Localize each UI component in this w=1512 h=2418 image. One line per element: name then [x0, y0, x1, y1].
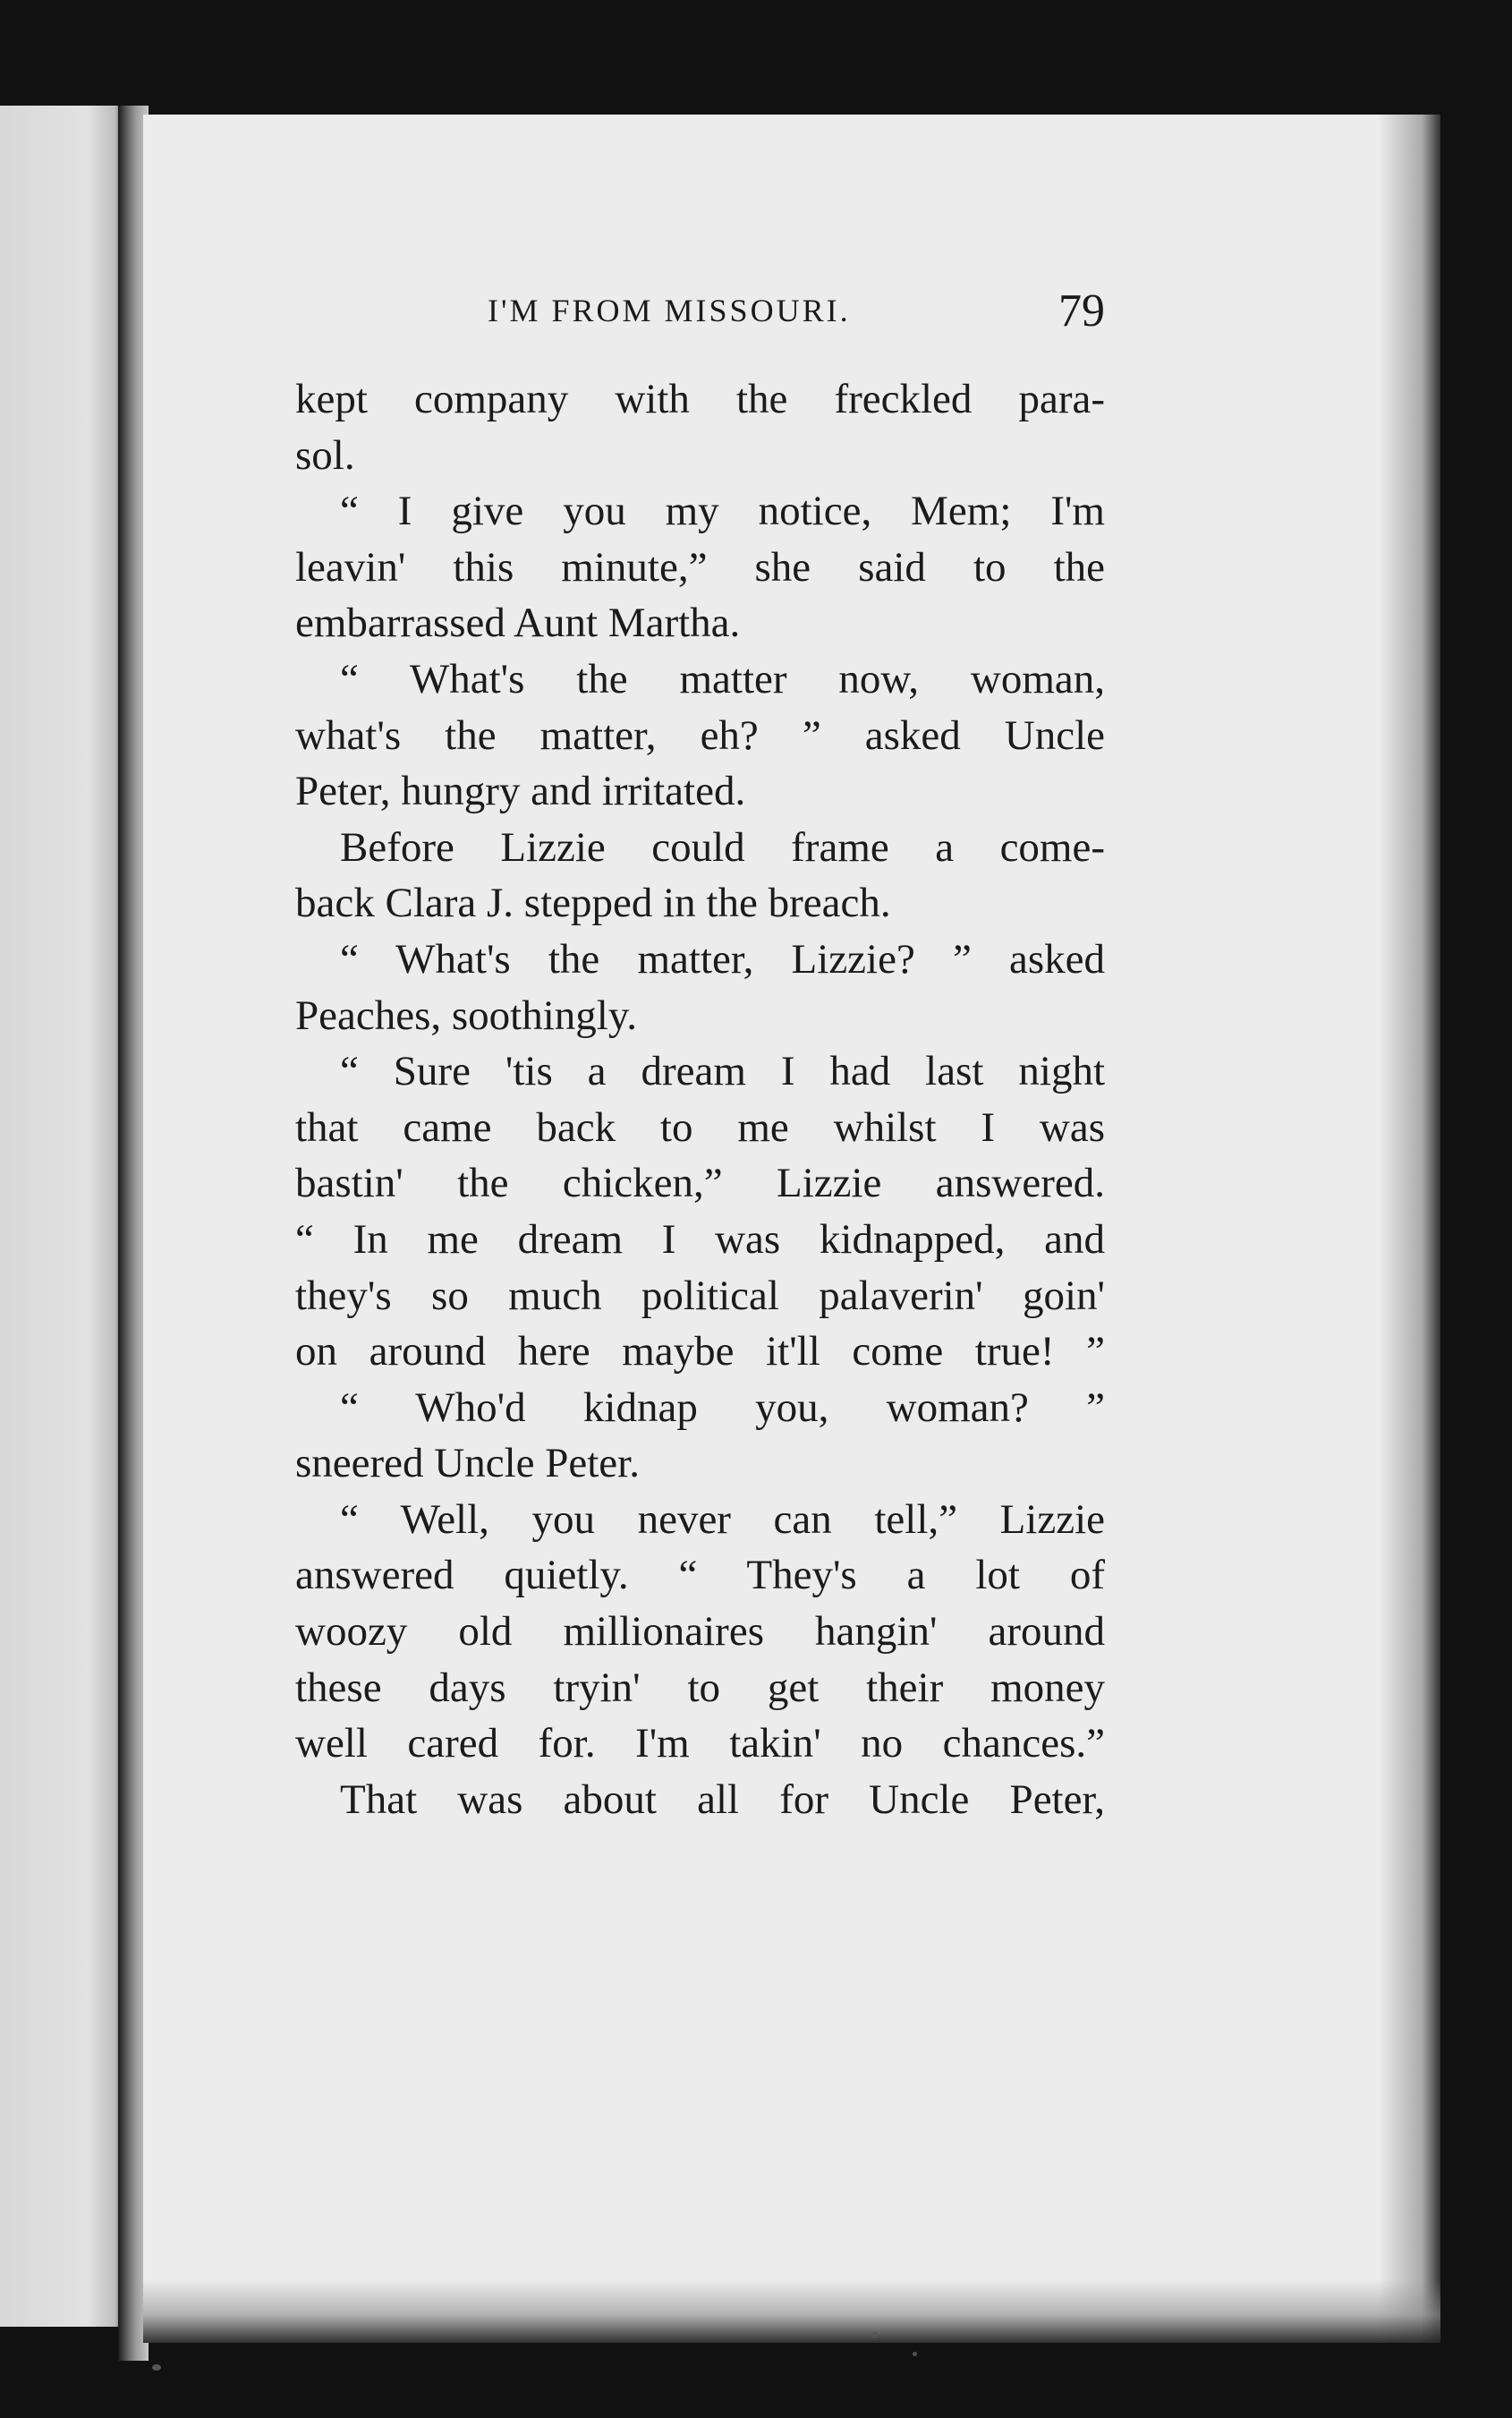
text-line: woozy old millionaires hangin' around: [295, 1608, 1105, 1656]
text-line: That was about all for Uncle Peter,: [340, 1775, 1105, 1823]
running-head: [349, 285, 1132, 338]
text-line: they's so much political palaverin' goin': [295, 1272, 1105, 1319]
text-line: Peaches, soothingly.: [295, 992, 638, 1039]
text-line: sol.: [295, 431, 355, 479]
text-line: “ I give you my notice, Mem; I'm: [340, 488, 1105, 535]
text-line: on around here maybe it'll come true! ”: [295, 1328, 1105, 1375]
text-line: back Clara J. stepped in the breach.: [295, 880, 891, 927]
text-line: “ In me dream I was kidnapped, and: [295, 1215, 1105, 1263]
text-line: Before Lizzie could frame a come-: [340, 823, 1105, 871]
text-line: these days tryin' to get their money: [295, 1664, 1105, 1711]
page-bottom-shadow: [143, 2280, 1440, 2343]
scan-speck: [913, 2352, 917, 2356]
page-number: 79: [1058, 285, 1105, 336]
scan-speck: [872, 2332, 878, 2337]
body-text: [295, 371, 1105, 1827]
text-line: well cared for. I'm takin' no chances.”: [295, 1720, 1105, 1767]
text-line: that came back to me whilst I was: [295, 1103, 1105, 1151]
text-line: embarrassed Aunt Martha.: [295, 600, 741, 647]
text-line: Peter, hungry and irritated.: [295, 768, 746, 815]
page-edge-shadow: [1378, 115, 1440, 2343]
text-line: answered quietly. “ They's a lot of: [295, 1552, 1105, 1599]
text-line: “ Well, you never can tell,” Lizzie: [340, 1495, 1105, 1543]
text-line: sneered Uncle Peter.: [295, 1440, 640, 1487]
facing-page-edge: [0, 106, 125, 2327]
text-line: “ What's the matter, Lizzie? ” asked: [340, 935, 1105, 983]
text-line: what's the matter, eh? ” asked Uncle: [295, 711, 1105, 759]
running-title: I'M FROM MISSOURI.: [488, 293, 851, 328]
text-line: leavin' this minute,” she said to the: [295, 543, 1105, 591]
text-line: “ Who'd kidnap you, woman? ”: [340, 1384, 1105, 1431]
text-line: bastin' the chicken,” Lizzie answered.: [295, 1160, 1105, 1207]
text-line: “ Sure 'tis a dream I had last night: [340, 1048, 1105, 1095]
scan-speck: [152, 2364, 161, 2371]
text-line: kept company with the freckled para-: [295, 376, 1105, 422]
text-line: “ What's the matter now, woman,: [340, 655, 1105, 702]
